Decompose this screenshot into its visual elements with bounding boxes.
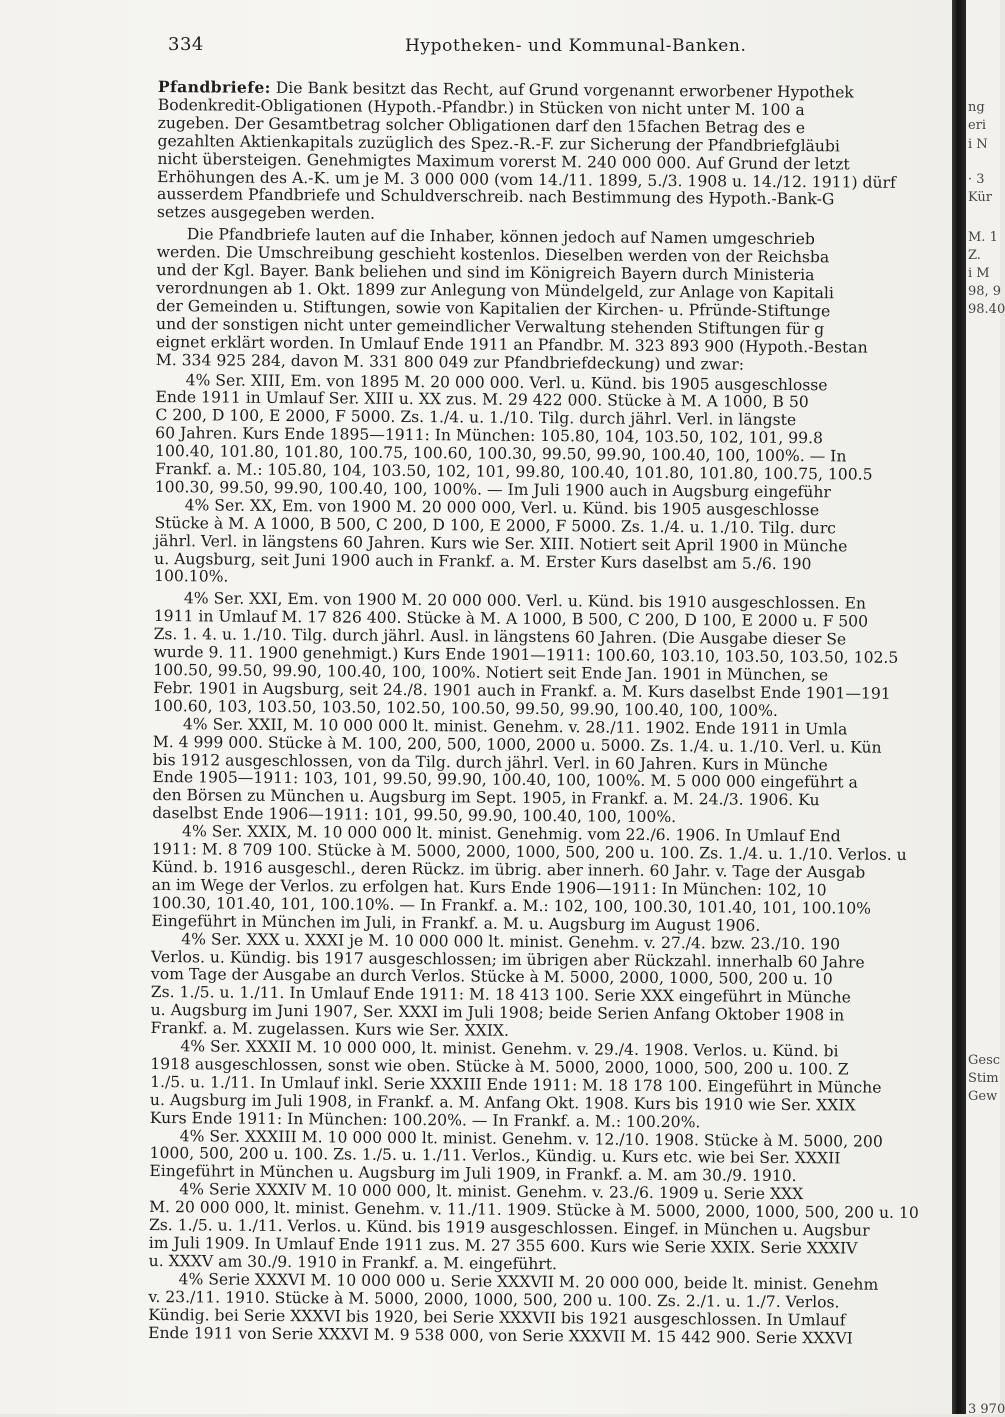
book-binding-gutter: [952, 0, 966, 1414]
text-line: 4% Ser. XXII, M. 10 000 000 lt. minist. Genehm. v. 28./11. 1902. Ende 1911 in Umla: [182, 714, 848, 739]
text-line: u. Augsburg, seit Juni 1900 auch in Frankf. a. M. Erster Kurs daselbst am 5./6. 190: [154, 549, 812, 573]
page-header: [0, 34, 958, 58]
text-line: Bodenkredit-Obligationen (Hypoth.-Pfandbr.) in Stücken von nicht unter M. 100 a: [157, 95, 805, 119]
section-lead: Pfandbriefe:: [157, 77, 271, 97]
text-line: Frankf. a. M.: 105.80, 104, 103.50, 102, 101, 99.80, 100.40, 101.80, 101.80, 100.75, 100.5: [154, 460, 873, 484]
text-line: zugeben. Der Gesamtbetrag solcher Obligationen darf den 15fachen Betrag des e: [157, 113, 806, 137]
text-line: 100.10%.: [154, 567, 229, 587]
edge-fragment: · 3: [968, 172, 985, 187]
paragraph: [151, 823, 952, 937]
text-line: werden. Die Umschreibung geschieht kostenlos. Dieselben werden von der Reichsba: [156, 243, 830, 267]
text-line: verordnungen ab 1. Okt. 1899 zur Anlegung von Mündelgeld, zur Anlage von Kapitali: [156, 278, 835, 303]
text-line: Die Pfandbriefe lauten auf die Inhaber, können jedoch auf Namen umgeschrieb: [186, 225, 815, 249]
text-line: Verlos. u. Kündig. bis 1917 ausgeschlossen; im übrigen aber Rückzahl. innerhalb 60 Jahre: [151, 947, 865, 972]
paragraph: [148, 1271, 949, 1349]
text-line: Frankf. a. M. zugelassen. Kurs wie Ser. XXIX.: [150, 1019, 510, 1040]
text-line: eignet erklärt worden. In Umlauf Ende 1911 an Pfandbr. M. 323 893 900 (Hypoth.-Bestan: [155, 332, 868, 357]
text-line: Zs. 1. 4. u. 1./10. Tilg. durch jährl. Ausl. in längstens 60 Jahren. (Die Ausgabe dieser Se: [153, 625, 847, 649]
paragraph: [150, 931, 951, 1045]
text-line: Ende 1911 in Umlauf Ser. XIII u. XX zus. M. 29 422 000. Stücke à M. A 1000, B 50: [155, 388, 809, 412]
text-line: 4% Ser. XX, Em. von 1900 M. 20 000 000, Verl. u. Künd. bis 1905 ausgeschlosse: [184, 496, 820, 520]
text-line: 4% Ser. XXX u. XXXI je M. 10 000 000 lt. minist. Genehm. v. 27./4. bzw. 23./10. 190: [181, 929, 841, 953]
text-line: 4% Ser. XXXIII M. 10 000 000 lt. minist. Genehm. v. 12./10. 1908. Stücke à M. 5000, 200: [179, 1126, 883, 1151]
edge-fragment: 98, 9: [968, 284, 1002, 299]
edge-fragment: 98.40: [968, 302, 1005, 317]
text-line: an im Wege der Verlos. zu erfolgen hat. Kurs Ende 1906—1911: In München: 102, 10: [151, 875, 827, 900]
paragraph: [150, 1038, 951, 1134]
paragraph: [156, 226, 957, 376]
text-line: v. 23./11. 1910. Stücke à M. 5000, 2000, 1000, 500, 200 u. 100. Zs. 2./1. u. 1./7. Verlos.: [148, 1287, 840, 1312]
edge-fragment: eri: [968, 118, 987, 133]
edge-fragment: M. 1: [968, 230, 998, 245]
text-line: im Juli 1909. In Umlauf Ende 1911 zus. M. 27 355 600. Kurs wie Serie XXIX. Serie XXXIV: [148, 1233, 858, 1258]
paragraph: [153, 590, 954, 722]
text-line: 100.30, 99.50, 99.90, 100.40, 100, 100%. — Im Juli 1900 auch in Augsburg eingeführ: [154, 477, 831, 502]
text-line: nicht übersteigen. Genehmigtes Maximum vorerst M. 240 000 000. Auf Grund der letzt: [157, 149, 850, 174]
text-line: u. Augsburg im Juli 1908, in Frankf. a. M. Anfang Okt. 1908. Kurs bis 1910 wie Ser. XXIX: [149, 1090, 856, 1115]
text-line: setzes ausgegeben werden.: [156, 203, 376, 224]
text-line: den Börsen zu München u. Augsburg im Sept. 1905, in Frankf. a. M. 24./3. 1906. Ku: [152, 786, 820, 810]
text-line: 4% Serie XXXIV M. 10 000 000, lt. minist. Genehm. v. 23./6. 1909 u. Serie XXX: [179, 1180, 804, 1204]
text-line: Zs. 1./5. u. 1./11. Verlos. u. Künd. bis 1919 ausgeschlossen. Eingef. in München u. Augsbur: [148, 1216, 870, 1240]
paragraph: [152, 716, 953, 830]
text-line: jährl. Verl. in längstens 60 Jahren. Kurs wie Ser. XIII. Notiert seit April 1900 in Münche: [154, 531, 848, 556]
paragraph: [149, 1181, 950, 1277]
text-line-rest: Die Bank besitzt das Recht, auf Grund vorgenannt erworbener Hypothek: [270, 78, 854, 102]
text-line: 4% Ser. XXI, Em. von 1900 M. 20 000 000. Verl. u. Künd. bis 1910 ausgeschlossen. En: [183, 589, 867, 613]
text-line: Zs. 1./5. u. 1./11. In Umlauf Ende 1911: M. 18 413 100. Serie XXX eingeführt in Münche: [150, 983, 851, 1007]
text-line: Künd. b. 1916 ausgeschl., deren Rückz. im übrig. aber innerh. 60 Jahr. v. Tage der Ausgab: [151, 857, 866, 882]
text-line: ausserdem Pfandbriefe und Schuldverschreib. nach Bestimmung des Hypoth.-Bank-G: [157, 185, 835, 209]
text-line: Febr. 1901 in Augsburg, seit 24./8. 1901 auch in Frankf. a. M. Kurs daselbst Ende 1901—191: [153, 678, 891, 703]
text-line: 100.60, 103, 103.50, 103.50, 102.50, 100.50, 99.50, 99.90, 100.40, 100, 100%.: [152, 696, 778, 720]
text-line: 60 Jahren. Kurs Ende 1895—1911: In München: 105.80, 104, 103.50, 102, 101, 99.8: [155, 424, 824, 448]
page-number: 334: [168, 34, 204, 55]
text-line: Ende 1905—1911: 103, 101, 99.50, 99.90, 100.40, 100, 100%. M. 5 000 000 eingeführt a: [152, 768, 858, 792]
text-line: M. 334 925 284, davon M. 331 800 049 zur Pfandbriefdeckung) und zwar:: [155, 350, 745, 374]
text-line: vom Tage der Ausgabe an durch Verlos. Stücke à M. 5000, 2000, 1000, 500, 200 u. 10: [150, 965, 833, 989]
paragraph: [149, 1128, 949, 1188]
text-line: 1918 ausgeschlossen, sonst wie oben. Stücke à M. 5000, 2000, 1000, 500, 200 u. 100. Z: [150, 1054, 849, 1079]
edge-fragment: Gew: [968, 1089, 998, 1104]
paragraph: [154, 497, 955, 593]
edge-fragment: Stim: [968, 1071, 999, 1086]
paragraph: [157, 78, 958, 229]
edge-fragment: i M: [968, 266, 990, 281]
text-line: 100.40, 101.80, 101.80, 100.75, 100.60, 100.30, 99.50, 99.90, 100.40, 100, 100%. — In: [154, 442, 847, 466]
edge-fragment: Kür: [968, 190, 993, 205]
edge-fragment: Gesc: [968, 1053, 1001, 1068]
text-line: und der Kgl. Bayer. Bank beliehen und sind im Königreich Bayern durch Ministeria: [156, 261, 815, 285]
text-line: bis 1912 ausgeschlossen, von da Tilg. durch jährl. Verl. in 60 Jahren. Kurs in Münche: [152, 750, 828, 774]
text-line: 4% Ser. XXIX, M. 10 000 000 lt. minist. Genehmig. vom 22./6. 1906. In Umlauf End: [182, 822, 841, 846]
text-line: 1000, 500, 200 u. 100. Zs. 1./5. u. 1./11. Verlos., Kündig. u. Kurs etc. wie bei Ser. XXXII: [149, 1144, 841, 1168]
text-line: Stücke à M. A 1000, B 500, C 200, D 100, E 2000, F 5000. Zs. 1./4. u. 1./10. Tilg. durc: [154, 513, 837, 538]
edge-fragment: ng: [968, 100, 985, 115]
text-line: 1911: M. 8 709 100. Stücke à M. 5000, 2000, 1000, 500, 200 u. 100. Zs. 1./4. u. 1./10. Verlos. u: [151, 840, 907, 864]
text-line: Kündig. bei Serie XXXVI bis 1920, bei Serie XXXVII bis 1921 ausgeschlossen. In Umlauf: [148, 1305, 846, 1330]
text-line: 4% Ser. XXXII M. 10 000 000, lt. minist. Genehm. v. 29./4. 1908. Verlos. u. Künd. bi: [180, 1037, 839, 1061]
text-line: Ende 1911 von Serie XXXVI M. 9 538 000, von Serie XXXVII M. 15 442 900. Serie XXXVI: [148, 1323, 853, 1348]
text-line: Kurs Ende 1911: In München: 100.20%. — In Frankf. a. M.: 100.20%.: [149, 1108, 701, 1131]
text-line: 1./5. u. 1./11. In Umlauf inkl. Serie XXXIII Ende 1911: M. 18 178 100. Eingeführt in Münche: [150, 1072, 882, 1097]
text-line: der Gemeinden u. Stiftungen, sowie von Kapitalien der Kirchen- u. Pfründe-Stiftunge: [156, 296, 831, 321]
text-line: gezahlten Aktienkapitals zuzüglich des Spez.-R.-F. zur Sicherung der Pfandbriefgläubi: [157, 131, 840, 156]
text-line: und der sonstigen nicht unter gemeindlicher Verwaltung stehenden Stiftungen für g: [155, 314, 825, 339]
text-line: u. XXXV am 30./9. 1910 in Frankf. a. M. eingeführt.: [148, 1251, 558, 1274]
text-line: 100.50, 99.50, 99.90, 100.40, 100, 100%. Notiert seit Ende Jan. 1901 in München, se: [153, 660, 829, 685]
body-text: [148, 78, 958, 1349]
text-line: Eingeführt in München im Juli, in Frankf. a. M. u. Augsburg im August 1906.: [151, 911, 761, 935]
edge-fragment: Z.: [968, 248, 981, 263]
text-line: 1911 in Umlauf M. 17 826 400. Stücke à M. A 1000, B 500, C 200, D 100, E 2000 u. F 500: [153, 607, 869, 631]
running-head: Hypotheken- und Kommunal-Banken.: [405, 36, 747, 56]
edge-fragment: 3 970: [968, 1402, 1005, 1417]
edge-fragment: i N: [968, 137, 988, 152]
paragraph: [155, 371, 956, 503]
text-line: C 200, D 100, E 2000, F 5000. Zs. 1./4. u. 1./10. Tilg. durch jährl. Verl. in längste: [155, 406, 797, 430]
text-line: Eingeführt in München u. Augsburg im Juli 1909, in Frankf. a. M. am 30./9. 1910.: [149, 1162, 797, 1186]
text-line: M. 20 000 000, lt. minist. Genehm. v. 11./11. 1909. Stücke à M. 5000, 2000, 1000, 500, 200 u. 10: [149, 1198, 919, 1223]
text-line: daselbst Ende 1906—1911: 101, 99.50, 99.90, 100.40, 100, 100%.: [152, 804, 677, 827]
text-line: M. 4 999 000. Stücke à M. 100, 200, 500, 1000, 2000 u. 5000. Zs. 1./4. u. 1./10. Verl. u. Kün: [152, 732, 882, 757]
text-line: wurde 9. 11. 1900 genehmigt.) Kurs Ende 1901—1911: 100.60, 103.10, 103.50, 103.50, 102.5: [153, 643, 899, 667]
facing-page-edge: [966, 0, 1005, 1417]
text-line: u. Augsburg im Juni 1907, Ser. XXXI im Juli 1908; beide Serien Anfang Oktober 1908 in: [150, 1001, 845, 1025]
text-line: 100.30, 101.40, 101, 100.10%. — In Frankf. a. M.: 102, 100, 100.30, 101.40, 101, 100.10%: [151, 893, 872, 918]
text-line: Erhöhungen des A.-K. um je M. 3 000 000 (vom 14./11. 1899, 5./3. 1908 u. 14./12. 1911) dürf: [157, 167, 896, 192]
text-line: 4% Ser. XIII, Em. von 1895 M. 20 000 000. Verl. u. Künd. bis 1905 ausgeschlosse: [185, 370, 828, 394]
text-line: 4% Serie XXXVI M. 10 000 000 u. Serie XXXVII M. 20 000 000, beide lt. minist. Genehm: [178, 1270, 879, 1294]
